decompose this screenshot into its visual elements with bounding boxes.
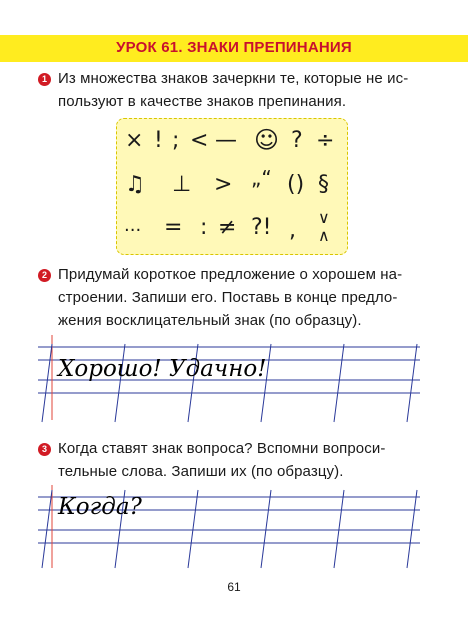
symbol-comma[interactable]: , — [289, 218, 296, 243]
handwriting-lines-2[interactable] — [0, 330, 468, 425]
symbol-divide[interactable]: ÷ — [316, 128, 335, 153]
symbol-not-equal[interactable]: ≠ — [218, 215, 237, 240]
task-3-line: Когда ставят знак вопроса? Вспомни вопроси- — [58, 440, 386, 457]
symbol-semicolon[interactable]: ; — [172, 128, 180, 153]
symbol-colon[interactable]: : — [200, 215, 208, 240]
symbol-equals[interactable]: = — [164, 215, 183, 240]
symbol-parentheses[interactable]: () — [287, 172, 305, 197]
symbol-greater-than[interactable]: > — [214, 172, 233, 197]
task-1-line: пользуют в качестве знаков препинания. — [58, 93, 347, 110]
symbol-perpendicular[interactable]: ⊥ — [172, 172, 192, 197]
task-2-text — [58, 263, 418, 332]
symbol-ellipsis[interactable]: ... — [124, 215, 142, 236]
symbol-less-than[interactable]: < — [190, 128, 209, 153]
smiley-icon[interactable]: ☺ — [254, 126, 280, 154]
symbol-logical-and[interactable]: ∧ — [318, 226, 330, 245]
symbol-quotes[interactable]: „“ — [251, 166, 272, 190]
task-3-text — [58, 437, 418, 483]
task-2-number: 2 — [38, 269, 51, 282]
symbol-exclamation[interactable]: ! — [154, 128, 163, 153]
task-3-line: тельные слова. Запиши их (по образцу). — [58, 463, 344, 480]
task-2-line: строении. Запиши его. Поставь в конце предло- — [58, 289, 398, 306]
sample-sentence: Хорошо! Удачно! — [58, 356, 267, 382]
symbol-dash[interactable]: — — [215, 128, 237, 153]
task-2-line: Придумай короткое предложение о хорошем на- — [58, 266, 403, 283]
sample-word: Когда? — [58, 494, 142, 520]
handwriting-lines-3[interactable] — [0, 480, 468, 575]
music-note-icon[interactable]: ♫ — [125, 172, 145, 197]
symbol-interrobang[interactable]: ?! — [251, 215, 272, 240]
task-2-line: жения восклицательный знак (по образцу). — [58, 312, 362, 329]
page-number: 61 — [227, 580, 241, 594]
task-3-number: 3 — [38, 443, 51, 456]
task-1-line: Из множества знаков зачеркни те, которые не ис- — [58, 70, 409, 87]
lesson-title: УРОК 61. ЗНАКИ ПРЕПИНАНИЯ — [116, 39, 352, 56]
symbol-section[interactable]: § — [318, 172, 329, 197]
symbol-question[interactable]: ? — [291, 128, 303, 153]
symbol-logical-or[interactable]: ∨ — [318, 208, 330, 227]
task-1-text — [58, 67, 418, 113]
task-1-number: 1 — [38, 73, 51, 86]
symbol-times[interactable]: × — [125, 128, 144, 153]
